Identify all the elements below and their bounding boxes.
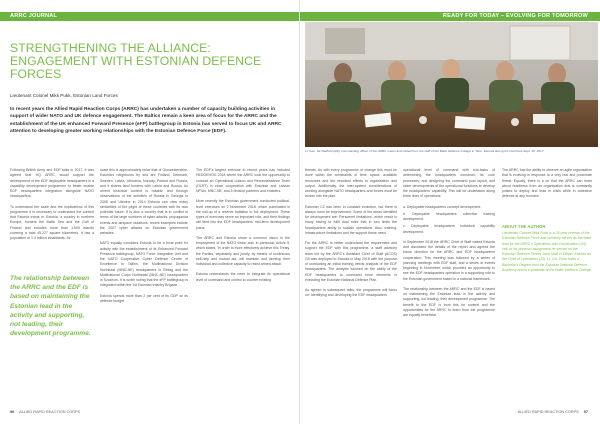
- paragraph: operational level of command with sub-tasks of determining the headquarters construct; its core processes; and designing the command post layout; and wider developments of the operational functions to develop the headquarters' capability. This will be undertaken along three lines of operations:: [403, 168, 495, 199]
- about-author-heading: ABOUT THE AUTHOR: [502, 224, 546, 229]
- page-number: 96: [10, 410, 15, 414]
- paragraph: The relationship between the ARRC and the EDF is based on maintaining the Estonian lead in the activity and supporting, not leading, their development programme. The benefit to the EDF is from this for context and the opportunities for the ARRC to learn from the programme are equally beneficial.: [403, 286, 495, 317]
- body-column-4: [305, 168, 397, 304]
- paragraph: In September 2018 the ARRC Chief of Staff visited Estonia and discussed the details of the report and agreed the future direction for the ARRC and EDF headquarters cooperation. This meeting was followed by a series of planning meetings with EDF staff, and a series of events beginning in November, which provided an opportunity to see the EDF headquarters operation in a supporting role to the Estonian government based in a national framework.: [403, 239, 495, 281]
- paragraph: Estonian C2 has been in constant evolution, but there is always room for improvement. Some of the areas identified for development are: Personnel limitations, which result in many having to fulfil dual roles that in turn limits the headquarters ability to sustain operations. Also, training, infrastructure limitations and the support these need.: [305, 204, 397, 235]
- paragraph: The ARRC and Estonia share a common vision in the employment of the NATO vision and, in particular, Article 5, which states, 'in order to more effectively achieve this Treaty, the Parties, separately and jointly, by means of continuous self-help and mutual aid, will maintain and develop their individual and collective capacity to resist armed attack'.: [196, 235, 290, 266]
- about-author-text: Lieutenant Colonel Mikk Pukk is a 25 year veteran of the Estonian Defence Force and currently serves as the team lead for the ARRC's Operations and Coordination (G5) cell. In his previous assignment he served on the Estonian Defence Forces Joint Staff in Tallinn, Estonia as the Chief of Operations (J3). Lt. Col. Pukk holds a Bachelor's Degree from the Estonian National Defence Academy and is a graduate of the Baltic Defence College.: [502, 231, 592, 272]
- section-label: READY FOR TODAY – EVOLVING FOR TOMORROW: [442, 13, 588, 19]
- body-column-5: [403, 168, 495, 323]
- footer-left: [10, 410, 80, 414]
- paragraph: More recently the Estonian government conducted political-level exercises on 2 November 2018, which culminated in the call-up of a reserve battalion to full deployment. These types of exercises serve an important role, and their findings will feed into the EDF headquarters' mid-term development plans.: [196, 199, 290, 230]
- right-page: [300, 0, 600, 424]
- publication-name: ALLIED RAPID REACTION CORPS: [517, 410, 579, 414]
- article-title: STRENGTHENING THE ALLIANCE: ENGAGEMENT WITH ESTONIAN DEFENCE FORCES: [10, 41, 262, 81]
- publication-name: ALLIED RAPID REACTION CORPS: [19, 410, 81, 414]
- body-column-2: [100, 168, 188, 309]
- meeting-photo: [305, 22, 598, 147]
- photo-image: [305, 22, 598, 147]
- paragraph: As agreed in subsequent talks, the programme will focus on: Identifying and developing the EDF headquarters: [305, 288, 397, 298]
- paragraph: Estonia understands the need to integrate its operational level of command and control to counter existing: [196, 272, 290, 282]
- paragraph: Following British Army and EDF talks in 2017, it was agreed that HQ ARRC would support the development of the EDF deployable headquarters in a capability development programme to better enable EDF headquarters integration alongside NATO headquarters.: [10, 168, 94, 199]
- page-number: 97: [583, 410, 588, 414]
- paragraph: To understand the scale and the implications of this programme it is necessary to understand the context that Estonia exists in. Estonia, a country in northern Europe, borders the Baltic Sea and the Gulf of Finland and includes more than 1,500 islands covering a total 45,227 square kilometres. It has a population of 1.3 million inhabitants; for: [10, 204, 94, 240]
- body-column-6: [502, 168, 592, 205]
- body-column-3: [196, 168, 290, 288]
- paragraph: Estonia spends more than 2 per cent of its GDP on its defence budget: [100, 293, 188, 303]
- list-item: c. Deployable headquarters individual capability development.: [403, 224, 495, 234]
- pull-quote: The relationship between the ARRC and the EDF is based on maintaining the Estonian lead in the activity and supporting, not leading, their development programme.: [10, 275, 91, 338]
- paragraph: threats. As with every programme of change this must be done within the constraints of time, space, available resources and the resultant effects to organisation and output. Additionally, the inter-system considerations of working alongside NATO headquarters and forces must be woven into the plan.: [305, 168, 397, 199]
- article-author: Lieutenant Colonel Mikk Pukk, Estonian Land Forces: [10, 93, 118, 98]
- list-item: b. Deployable headquarters collective training development.: [403, 211, 495, 221]
- list-item: a. Deployable headquarters concept development.: [403, 204, 482, 209]
- body-column-1: [10, 168, 94, 246]
- paragraph: NATO equally considers Estonia to be a focal point for activity with the establishment of its Enhanced Forward Presence battlegroup, NATO Force Integration Unit and the NATO Cooperative Cyber Defence Centre of Excellence in Tallinn, the Multinational Division Northeast (MND-NE) headquarters in Elblag and the Multinational Corps Northeast (MNC-NE) headquarters in Szczecin. It is worth noting that the eFP battlegroup is integrated within the 1st Estonian Infantry Brigade.: [100, 241, 188, 288]
- section-label: ARRC JOURNAL: [10, 13, 58, 19]
- paragraph: scale this is approximately twice that of Gloucestershire. Estonia's neighbours by sea are Finland, Denmark, Sweden, Latvia, Lithuania, Norway, Poland and Russia, and it shares land borders with Latvia and Russia. As recent historical context is notable and through observations of the activities of Russia in Georgia in 2008 and Ukraine in 2014 Estonia can view many similarities of the plight of these countries with its own potential future. It is also a country that is in conflict in terms of the large numbers of cyber attacks, propaganda events and airspace violations, recent examples include the 2007 cyber attacks on Estonian government websites.: [100, 168, 188, 235]
- footer-right: [518, 410, 588, 414]
- photo-caption: Lt. Gen. Sir Radford (left), commanding officer of the ARRC meets and visited from the staff of the Baltic Defence College in Tartu, Estonia during his visit there Sept. 18, 2017.: [305, 149, 545, 153]
- article-lead: In recent years the Allied Rapid Reaction Corps (ARRC) has undertaken a number of capacity building activities in support of wider NATO and UK defence engagement. The Baltics remain a keen area of focus for the ARRC and the establishment of the UK enhanced Forward Presence (eFP) battlegroup in Estonia has served to focus UK and ARRC attention to developing greater working relationships with the Estonian Defence Force (EDF).: [10, 107, 282, 135]
- paragraph: The EDF's largest exercise in recent years has included HEDGEHOG 2018 where the ARRC took the opportunity to conduct an Operational Liaison and Reconnaissance Team (OLRT) in close cooperation with Estonian and Latvian NFIUs, MNC-NE, and 4 division partners and enablers.: [196, 168, 290, 193]
- paragraph: For the ARRC to better understand the requirement and support the EDF with this programme, a staff advisory team led by the ARRC's Assistant Chief of Staff (ACOS) G5 was deployed to Estonia in May 2018 with the purpose of conducting an initial training needs analysis of the EDF headquarters. The analysis focused on the ability of the EDF headquarters to command force elements in executing the Estonian National Defence Plan.: [305, 241, 397, 282]
- paragraph: The ARRC has the ability to observe an agile organisation that is evolving in response to a very real and proximate threat. Equally, there is a lot that the ARRC can learn about readiness from an organisation that is constantly poised to deploy and lead in crisis while in collective defence at any moment.: [502, 168, 592, 199]
